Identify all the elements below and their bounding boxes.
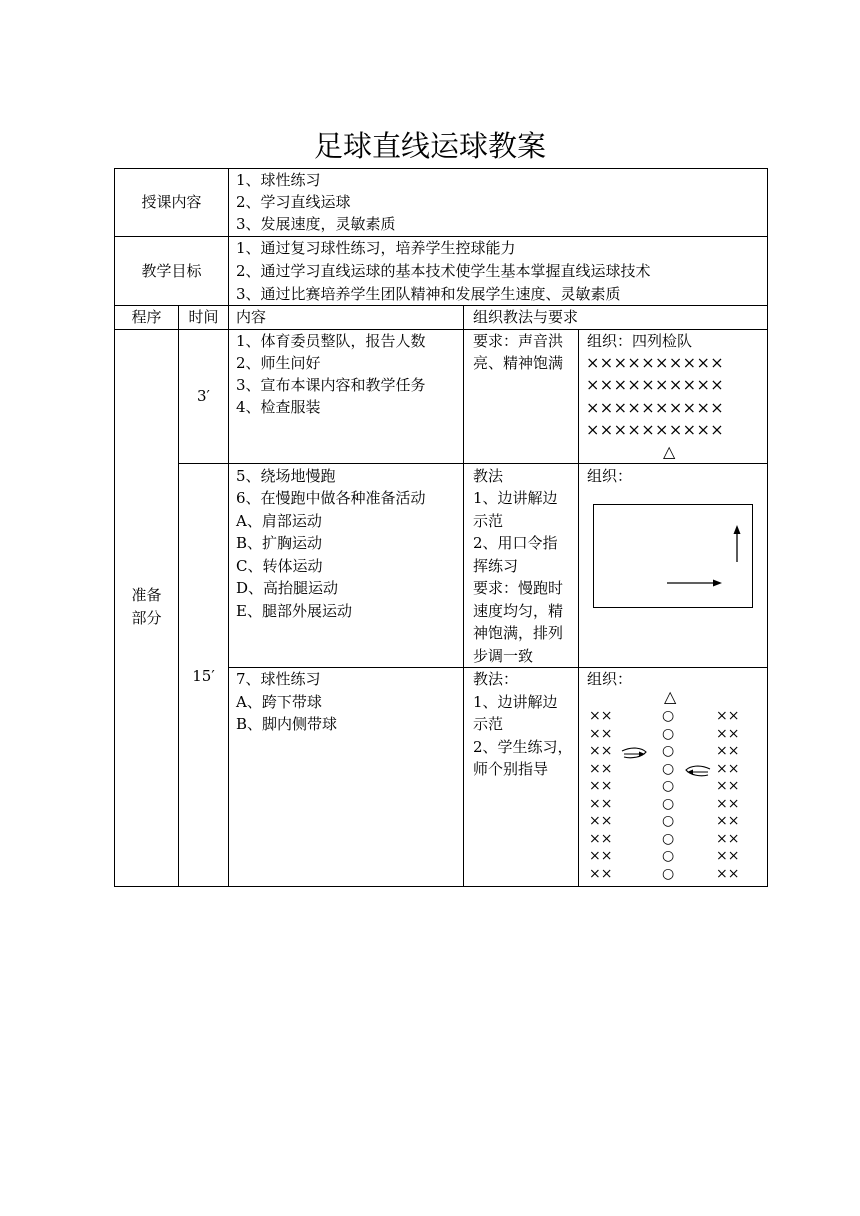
block-method-line: 教法 — [473, 467, 504, 485]
block-method-line: 神饱满，排列 — [473, 624, 564, 642]
player-pair: ×× — [716, 813, 740, 829]
block-method-line: 要求：慢跑时 — [473, 579, 564, 597]
player-pair: ×× — [589, 865, 613, 882]
page-title: 足球直线运球教案 — [313, 129, 546, 163]
block-method-line: 速度均匀，精 — [473, 602, 564, 620]
cone-marker: ○ — [662, 760, 675, 777]
org-label: 组织： — [587, 670, 633, 688]
player-pair: ×× — [716, 830, 740, 847]
player-pair: ×× — [716, 865, 740, 882]
player-pair: ×× — [716, 708, 740, 724]
block-method-line: 1、边讲解边 — [473, 489, 558, 507]
header-procedure: 程序 — [131, 308, 162, 326]
col-divider — [578, 329, 579, 887]
teaching-content-label: 授课内容 — [141, 193, 202, 211]
running-route-arrows — [660, 520, 750, 592]
cone-marker: ○ — [662, 708, 675, 724]
header-time: 时间 — [188, 308, 219, 326]
block-content-line: B、扩胸运动 — [236, 534, 323, 552]
teaching-content-line: 2、学习直线运球 — [236, 193, 351, 211]
player-pair: ×× — [589, 795, 613, 812]
block-method-line: 要求：声音洪 — [473, 332, 564, 350]
block-method-line: 挥练习 — [473, 557, 519, 575]
cone-marker: ○ — [662, 865, 675, 882]
block-content-line: C、转体运动 — [236, 557, 323, 575]
block-method-line: 示范 — [473, 512, 504, 530]
org-label: 组织： — [587, 467, 633, 485]
block-content-line: 2、师生问好 — [236, 354, 321, 372]
section-name: 准备 — [131, 586, 162, 604]
cone-marker: ○ — [662, 743, 675, 759]
table-border-right — [767, 168, 768, 887]
player-pair: ×× — [589, 778, 613, 794]
block-content-line: 1、体育委员整队，报告人数 — [236, 332, 426, 350]
block-content-line: A、跨下带球 — [236, 693, 322, 711]
player-pair: ×× — [589, 848, 613, 864]
teaching-goal-line: 3、通过比赛培养学生团队精神和发展学生速度、灵敏素质 — [236, 285, 621, 303]
block-method-line: 教法： — [473, 670, 519, 688]
block-content-line: 5、绕场地慢跑 — [236, 467, 336, 485]
row-divider — [178, 463, 768, 464]
player-pair: ×× — [716, 795, 740, 812]
player-pair: ×× — [589, 830, 613, 847]
student-row: ×××××××××× — [586, 420, 725, 439]
cone-marker: ○ — [662, 830, 675, 847]
table-border-top — [114, 168, 768, 169]
player-pair: ×× — [589, 725, 613, 742]
teaching-content-line: 3、发展速度，灵敏素质 — [236, 215, 396, 233]
player-pair: ×× — [589, 708, 613, 724]
block-method-line: 示范 — [473, 715, 504, 733]
teacher-marker: △ — [664, 687, 677, 706]
block-time: 3′ — [197, 387, 210, 405]
teaching-goal-line: 2、通过学习直线运球的基本技术使学生基本掌握直线运球技术 — [236, 262, 651, 280]
col-divider — [228, 168, 229, 887]
block-content-line: 3、宣布本课内容和教学任务 — [236, 376, 426, 394]
student-row: ×××××××××× — [586, 353, 725, 372]
block-time: 15′ — [192, 667, 215, 685]
cone-marker: ○ — [662, 848, 675, 864]
player-pair: ×× — [589, 743, 613, 759]
block-method-line: 师个别指导 — [473, 760, 549, 778]
block-method-line: 亮、精神饱满 — [473, 354, 564, 372]
header-method: 组织教法与要求 — [473, 308, 579, 326]
block-content-line: A、肩部运动 — [236, 512, 322, 530]
student-row: ×××××××××× — [586, 375, 725, 394]
player-pair: ×× — [716, 848, 740, 864]
player-pair: ×× — [716, 760, 740, 777]
block-method-line: 步调一致 — [473, 647, 534, 665]
block-content-line: 4、检查服装 — [236, 398, 321, 416]
block-method-line: 2、学生练习， — [473, 738, 573, 756]
dribble-turn-arrows — [618, 745, 728, 785]
org-label: 组织：四列检队 — [587, 332, 693, 350]
player-pair: ×× — [589, 760, 613, 777]
block-method-line: 2、用口令指 — [473, 534, 558, 552]
player-pair: ×× — [716, 743, 740, 759]
cone-marker: ○ — [662, 813, 675, 829]
cone-marker: ○ — [662, 795, 675, 812]
header-content: 内容 — [236, 308, 267, 326]
player-pair: ×× — [716, 725, 740, 742]
player-pair: ×× — [716, 778, 740, 794]
col-divider — [463, 305, 464, 887]
block-method-line: 1、边讲解边 — [473, 693, 558, 711]
block-content-line: E、腿部外展运动 — [236, 602, 352, 620]
student-row: ×××××××××× — [586, 398, 725, 417]
block-content-line: 7、球性练习 — [236, 670, 321, 688]
teacher-marker: △ — [663, 442, 676, 461]
block-content-line: D、高抬腿运动 — [236, 579, 339, 597]
teaching-goals-label: 教学目标 — [141, 262, 202, 280]
cone-marker: ○ — [662, 778, 675, 794]
block-content-line: 6、在慢跑中做各种准备活动 — [236, 489, 426, 507]
block-content-line: B、脚内侧带球 — [236, 715, 338, 733]
teaching-goal-line: 1、通过复习球性练习，培养学生控球能力 — [236, 239, 516, 257]
player-pair: ×× — [589, 813, 613, 829]
table-border-bottom — [114, 886, 768, 887]
cone-marker: ○ — [662, 725, 675, 742]
section-name: 部分 — [131, 609, 162, 627]
teaching-content-line: 1、球性练习 — [236, 171, 321, 189]
